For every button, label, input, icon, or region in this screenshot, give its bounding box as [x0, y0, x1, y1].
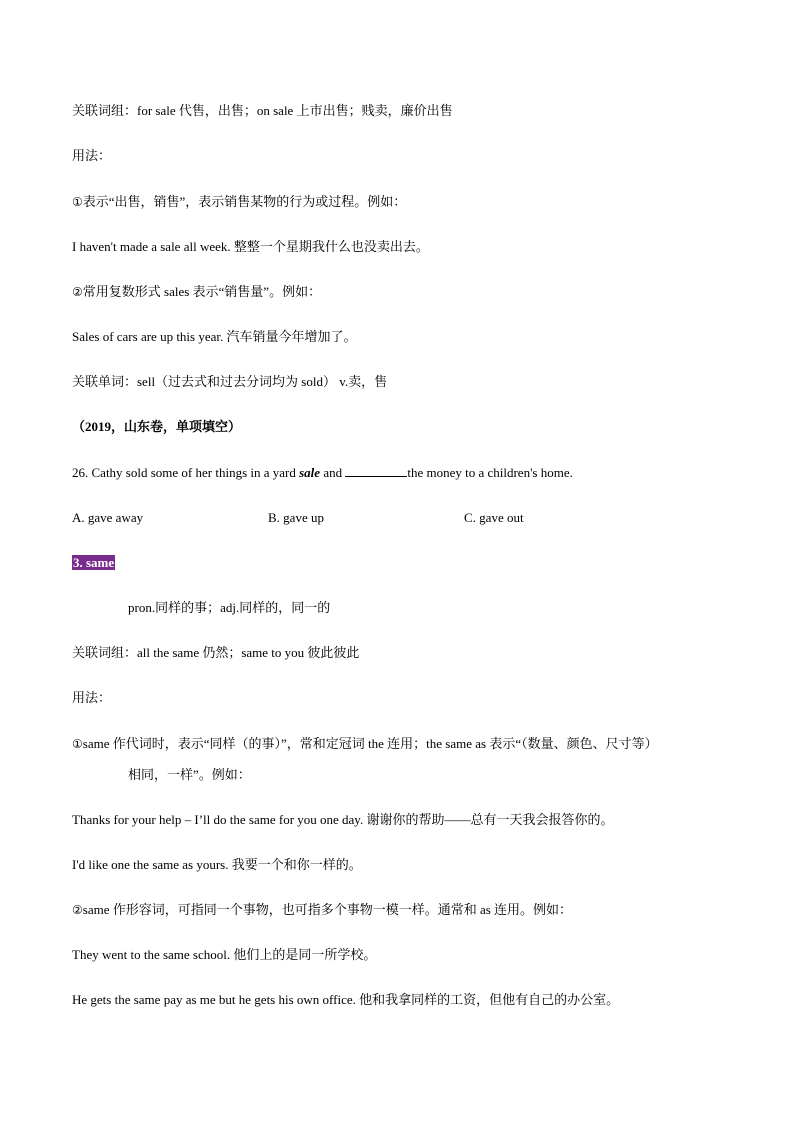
usage-point-2 [72, 902, 572, 918]
option-b: B. gave up [268, 510, 324, 525]
example-sentence: Sales of cars are up this year. 汽车销量今年增加了。 [72, 329, 357, 344]
usage-label: 用法： [72, 148, 112, 163]
related-phrases-same: 关联词组：all the same 仍然；same to you 彼此彼此 [72, 645, 360, 660]
related-phrases-sale: 关联词组：for sale 代售，出售；on sale 上市出售；贱卖，廉价出售 [72, 103, 453, 118]
section-heading-label: 3. same [73, 555, 115, 570]
circled-number-2: ② [72, 903, 83, 917]
circled-number-1: ① [72, 195, 83, 209]
usage-label: 用法： [72, 690, 112, 705]
circled-number-2: ② [72, 285, 83, 299]
circled-number-1: ① [72, 737, 83, 751]
usage-point-1-text: 表示“出售，销售”，表示销售某物的行为或过程。例如： [82, 194, 407, 209]
answer-blank [345, 464, 407, 477]
usage-point-1-text: same 作代词时，表示“同样（的事）”，常和定冠词 the 连用；the same as 表示“（数量、颜色、尺寸等） [82, 736, 658, 751]
usage-point-2-text: same 作形容词，可指同一个事物，也可指多个事物一模一样。通常和 as 连用。例如： [82, 902, 573, 917]
section-heading [72, 555, 115, 571]
question-text-prefix: 26. Cathy sold some of her things in a yard [72, 465, 300, 480]
example-sentence: Thanks for your help – I’ll do the same for you one day. 谢谢你的帮助——总有一天我会报答你的。 [72, 812, 614, 827]
usage-point-1-continued: 相同，一样”。例如： [128, 767, 251, 782]
question-text-mid: and [320, 465, 346, 480]
option-c: C. gave out [464, 510, 524, 525]
example-sentence: I'd like one the same as yours. 我要一个和你一样的。 [72, 857, 362, 872]
question-26 [72, 464, 573, 481]
related-word-sell: 关联单词：sell（过去式和过去分词均为 sold） v.卖，售 [72, 374, 388, 389]
usage-point-2-text: 常用复数形式 sales 表示“销售量”。例如： [82, 284, 322, 299]
option-a: A. gave away [72, 510, 144, 525]
usage-point-2 [72, 284, 321, 300]
usage-point-1 [72, 736, 658, 752]
exam-source: （2019，山东卷，单项填空） [72, 419, 242, 434]
usage-point-1 [72, 194, 406, 210]
example-sentence: He gets the same pay as me but he gets his own office. 他和我拿同样的工资，但他有自己的办公室。 [72, 992, 620, 1007]
example-sentence: I haven't made a sale all week. 整整一个星期我什么也没卖出去。 [72, 239, 429, 254]
question-text-suffix: the money to a children's home. [407, 465, 573, 480]
question-keyword: sale [299, 465, 321, 480]
definition: pron.同样的事；adj.同样的，同一的 [128, 600, 331, 615]
example-sentence: They went to the same school. 他们上的是同一所学校。 [72, 947, 377, 962]
